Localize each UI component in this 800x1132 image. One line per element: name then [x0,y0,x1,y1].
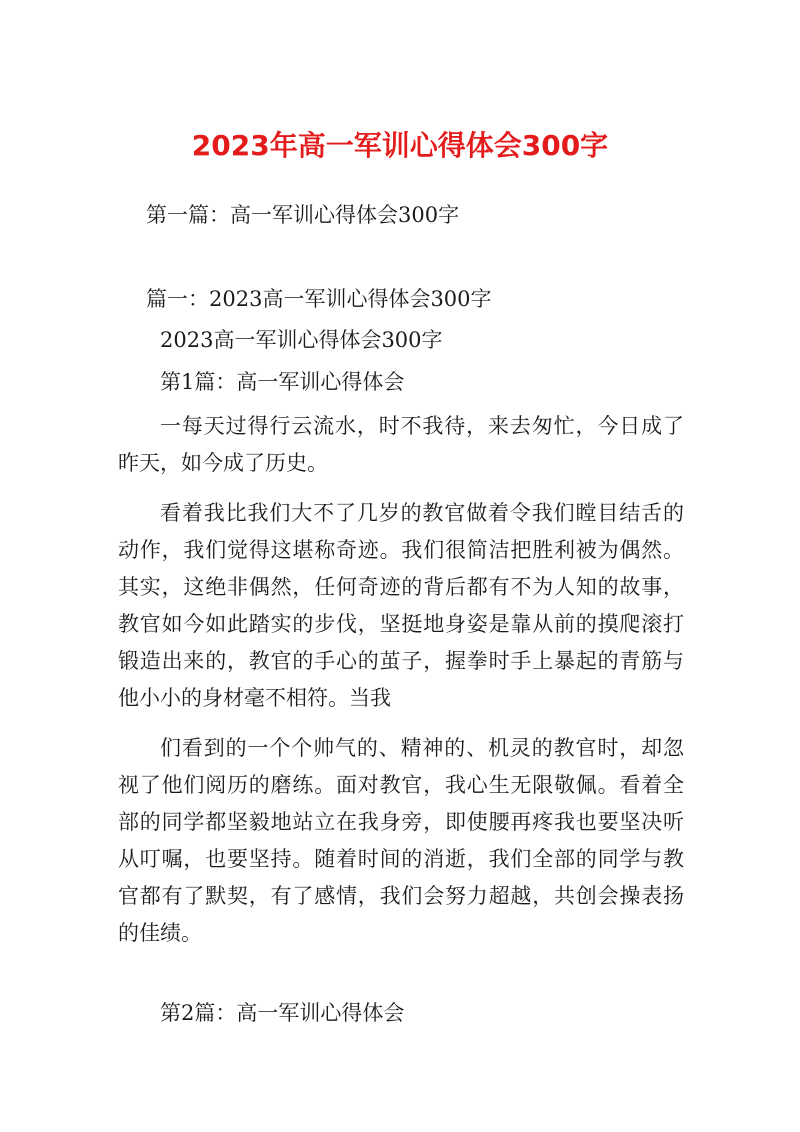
body-paragraph: 们看到的一个个帅气的、精神的、机灵的教官时，却忽视了他们阅历的磨练。面对教官，我心生无限敬佩。看着全部的同学都坚毅地站立在我身旁，即使腰再疼我也要坚决听从叮嘱，也要坚持。随着时间的消逝，我们全部的同学与教官都有了默契，有了感情，我们会努力超越，共创会操表扬的佳绩。 [118,736,684,945]
article-body [118,408,684,965]
section-heading: 第一篇：高一军训心得体会300字 [146,203,460,227]
document-title: 2023年高一军训心得体会300字 [191,129,609,162]
article-heading: 篇一：2023高一军训心得体会300字 [146,287,492,311]
article-subtitle: 2023高一军训心得体会300字 [160,328,443,352]
body-paragraph: 看着我比我们大不了几岁的教官做着令我们瞠目结舌的动作，我们觉得这堪称奇迹。我们很简洁把胜利被为偶然。其实，这绝非偶然，任何奇迹的背后都有不为人知的故事，教官如今如此踏实的步伐，坚挺地身姿是靠从前的摸爬滚打锻造出来的，教官的手心的茧子，握拳时手上暴起的青筋与他小小的身材毫不相符。当我 [118,501,684,710]
part-heading-2: 第2篇：高一军训心得体会 [160,1001,405,1025]
body-paragraph: 一每天过得行云流水，时不我待，来去匆忙，今日成了昨天，如今成了历史。 [118,414,684,475]
part-heading-1: 第1篇：高一军训心得体会 [160,370,405,394]
